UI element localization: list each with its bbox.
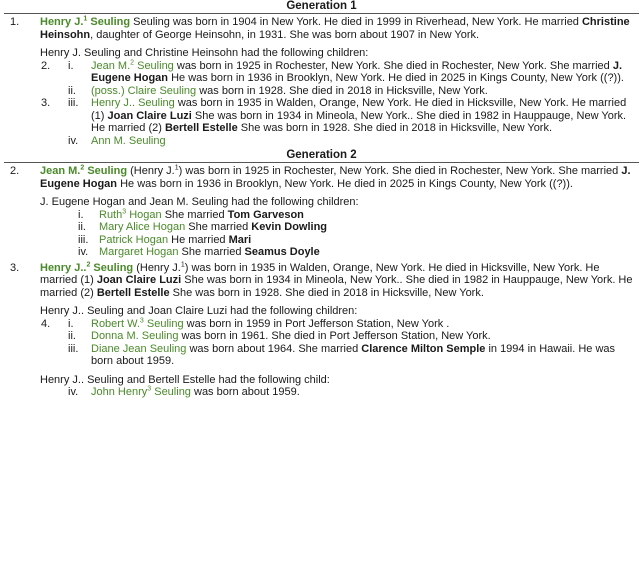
child-roman: iv. xyxy=(68,134,79,147)
children-intro: Henry J. Seuling and Christine Heinsohn had the following children: xyxy=(40,47,369,59)
spouse-name: Joan Claire Luzi xyxy=(96,274,182,286)
child-name: Henry J.. Seuling xyxy=(91,97,175,109)
child-entry: 2. i. Jean M.$^2$ Seuling was born in 1925 in Rochester, New York. She died in Rochester, New York. She married J. Eugene Hogan He was born in 1936 in Brooklyn, New York. He died in 2025 in Kings County, New York ((?)). xyxy=(41,58,624,84)
child-number: 4. xyxy=(41,317,51,330)
child-name: (poss.) Claire Seuling xyxy=(91,84,197,97)
child-roman: iv. xyxy=(68,386,79,398)
spouse-name: Tom Garveson xyxy=(227,208,304,221)
child-entry: iv. John Henry$^3$ Seuling was born about 1959. xyxy=(68,385,300,398)
children-intro: Henry J.. Seuling and Bertell Estelle had the following child: xyxy=(40,373,330,386)
children-list xyxy=(4,209,639,259)
child-name: Ruth$^3$ Hogan xyxy=(99,207,162,221)
entry-number: 3. xyxy=(10,261,20,274)
children-intro: Henry J.. Seuling and Joan Claire Luzi had the following children: xyxy=(40,305,358,317)
spouse-name: Seamus Doyle xyxy=(244,246,320,258)
child-roman: iii. xyxy=(68,342,79,355)
person-name: Henry J..$^2$ Seuling xyxy=(40,260,134,274)
child-entry xyxy=(4,135,639,148)
child-name: Margaret Hogan xyxy=(99,246,179,258)
spouse-name: Kevin Dowling xyxy=(251,221,328,233)
child-number: 3. xyxy=(41,97,51,109)
child-roman: i. xyxy=(68,317,74,330)
child-name: Mary Alice Hogan xyxy=(99,221,186,233)
spouse-name: Bertell Estelle xyxy=(164,122,238,134)
child-roman: iii. xyxy=(78,233,89,246)
child-roman: ii. xyxy=(78,221,86,233)
person-name: Henry J.$^1$ xyxy=(40,15,88,28)
child-name: Ann M. Seuling xyxy=(91,134,166,147)
child-roman: iv. xyxy=(78,246,89,258)
child-name: John Henry$^3$ Seuling xyxy=(91,385,191,398)
spouse-name: Joan Claire Luzi xyxy=(107,109,192,122)
person-entry-3: 3. Henry J..$^2$ Seuling (Henry J.$^1$) was born in 1935 in Walden, Orange, New York. He died in Hicksville, New York. He married (1) Joan Claire Luzi She was born in 1934 in Mineola, New York.. She died in 1982 in Hauppauge, New York. He married (2) Bertell Estelle She was born in 1928. She died in 2018 in Hicksville, New York. xyxy=(10,260,633,299)
child-entry: iv. Margaret Hogan She married Seamus Doyle xyxy=(78,246,320,258)
spouse-name: J. Eugene Hogan xyxy=(91,59,623,84)
child-roman: i. xyxy=(68,59,74,72)
person-name: Jean M.$^2$ Seuling xyxy=(40,164,128,177)
child-entry: ii. Donna M. Seuling was born in 1961. She died in Port Jefferson Station, New York. xyxy=(68,330,491,342)
entry-number: 1. xyxy=(10,16,20,28)
child-entry: 4. i. Robert W.$^3$ Seuling was born in 1959 in Port Jefferson Station, New York . xyxy=(41,316,450,330)
child-name: Robert W.$^3$ Seuling xyxy=(91,316,184,330)
spouse-name: Mari xyxy=(228,233,252,246)
spouse-name: J. Eugene Hogan xyxy=(40,165,631,190)
child-name: Patrick Hogan xyxy=(99,233,169,246)
child-name: Donna M. Seuling xyxy=(91,330,179,342)
person-text: Seuling was born in 1904 in New York. He died in 1999 in Riverhead, New York. He married xyxy=(130,16,582,28)
child-entry: iii. Diane Jean Seuling was born about 1964. She married Clarence Milton Semple in 1994 in Hawaii. He was born about 1959. xyxy=(68,342,616,367)
parent-ref: (Henry J.$^1$) xyxy=(127,164,183,177)
child-entry: ii. Mary Alice Hogan She married Kevin Dowling xyxy=(78,221,328,233)
person-entry-2: 2. Jean M.$^2$ Seuling (Henry J.$^1$) was born in 1925 in Rochester, New York. She died in Rochester, New York. She married J. Eugene Hogan He was born in 1936 in Brooklyn, New York. He died in 2025 in Kings County, New York ((?)). xyxy=(10,164,631,190)
parent-ref: (Henry J.$^1$) xyxy=(133,260,189,274)
child-entry: 3. iii. Henry J.. Seuling was born in 1935 in Walden, Orange, New York. He died in Hicksville, New York. He married (1) Joan Claire Luzi She was born in 1934 in Mineola, New York.. She died in 1982 in Hauppauge, New York. He married (2) Bertell Estelle She was born in 1928. She died in 2018 in Hicksville, New York. xyxy=(41,97,627,134)
child-entry: iii. Patrick Hogan He married Mari xyxy=(78,233,252,246)
child-entry: i. Ruth$^3$ Hogan She married Tom Garveson xyxy=(78,207,304,221)
child-entry: ii. (poss.) Claire Seuling was born in 1928. She died in 2018 in Hicksville, New York. xyxy=(68,84,488,97)
person-text-2: , daughter of George Heinsohn, in 1931. She was born about 1907 in New York. xyxy=(90,28,480,41)
person-entry-1 xyxy=(4,16,639,41)
spouse-name: Bertell Estelle xyxy=(96,286,170,299)
entry-number: 2. xyxy=(10,165,20,177)
child-number: 2. xyxy=(41,59,51,72)
child-name: Jean M.$^2$ Seuling xyxy=(91,58,174,72)
spouse-name: Clarence Milton Semple xyxy=(361,342,486,355)
spouse-name: Christine Heinsohn xyxy=(40,16,630,41)
generation-1-heading: Generation 1 xyxy=(4,0,639,14)
child-name: Diane Jean Seuling xyxy=(91,342,187,355)
child-roman: ii. xyxy=(68,84,76,97)
child-roman: ii. xyxy=(68,330,76,342)
child-roman: i. xyxy=(78,208,84,221)
child-roman: iii. xyxy=(68,97,79,109)
children-intro: J. Eugene Hogan and Jean M. Seuling had the following children: xyxy=(40,196,359,208)
person-surname: Seuling xyxy=(87,16,131,28)
generation-2-heading: Generation 2 xyxy=(4,149,639,163)
